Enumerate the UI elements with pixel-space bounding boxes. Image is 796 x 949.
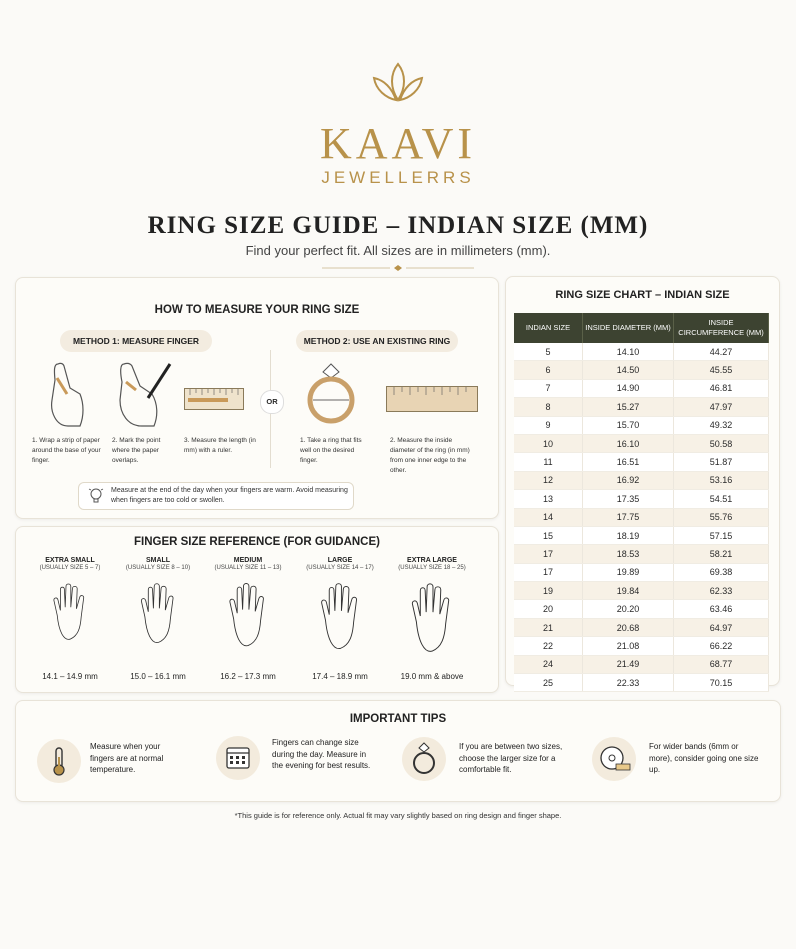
cell-indian-size: 19 [514,582,583,600]
cell-inside-circumference: 70.15 [674,674,769,692]
cell-inside-diameter: 21.08 [583,637,674,655]
hand-icon [46,579,94,645]
table-row [514,655,769,673]
cell-indian-size: 14 [514,508,583,526]
cell-inside-diameter: 20.68 [583,618,674,636]
cell-inside-diameter: 17.35 [583,490,674,508]
cell-inside-circumference: 51.87 [674,453,769,471]
cell-inside-circumference: 57.15 [674,526,769,544]
table-row [514,490,769,508]
finger-size-range: 15.0 – 16.1 mm [130,672,186,681]
method1-label: METHOD 1: MEASURE FINGER [60,330,212,352]
finger-size-sub: (USUALLY SIZE 11 – 13) [214,565,282,571]
finger-size-sub: (USUALLY SIZE 8 – 10) [125,565,191,571]
tip-text-2: Fingers can change size during the day. Measure in the evening for best results. [272,738,371,770]
table-row [514,343,769,361]
table-row [514,434,769,452]
cell-inside-circumference: 44.27 [674,343,769,361]
cell-inside-circumference: 53.16 [674,471,769,489]
table-row [514,618,769,636]
cell-inside-circumference: 63.46 [674,600,769,618]
measure-title: HOW TO MEASURE YOUR RING SIZE [154,304,360,316]
finger-size-sub: (USUALLY SIZE 5 – 7) [39,565,101,571]
cell-inside-diameter: 17.75 [583,508,674,526]
thermometer-icon [37,739,81,783]
cell-inside-diameter: 16.92 [583,471,674,489]
step-2: 2. Mark the point where the paper overlaps. [112,437,161,464]
table-row [514,453,769,471]
tip-text-1: Measure when your fingers are at normal temperature. [90,742,164,774]
brand-name: KAAVI [319,119,477,168]
col-inside-diameter: INSIDE DIAMETER (MM) [583,313,674,343]
tip-text-4: For wider bands (6mm or more), consider going one size up. [649,742,759,774]
lightbulb-icon [88,487,104,505]
cell-indian-size: 7 [514,379,583,397]
finger-size-range: 16.2 – 17.3 mm [220,672,276,681]
ruler-icon [184,388,244,410]
tip-icon-bg-3 [402,737,446,781]
finger-size-label: SMALL [145,557,171,564]
cell-inside-circumference: 45.55 [674,361,769,379]
step-5: 2. Measure the inside diameter of the ring (in mm) from one inner edge to the other. [390,437,470,474]
hand-icon [221,579,275,651]
cell-indian-size: 15 [514,526,583,544]
measuring-tape-icon [592,737,636,781]
cell-indian-size: 25 [514,674,583,692]
cell-inside-circumference: 49.32 [674,416,769,434]
chart-title: RING SIZE CHART – INDIAN SIZE [555,289,730,301]
brand-subtitle: JEWELLERRS [321,168,475,187]
finger-size-range: 17.4 – 18.9 mm [312,672,368,681]
finger-size-range: 14.1 – 14.9 mm [42,672,98,681]
cell-indian-size: 12 [514,471,583,489]
finger-size-item [202,557,294,687]
cell-inside-diameter: 14.90 [583,379,674,397]
table-row [514,508,769,526]
cell-inside-circumference: 55.76 [674,508,769,526]
tip-text-3: If you are between two sizes, choose the larger size for a comfortable fit. [459,742,563,774]
calendar-icon [216,736,260,780]
cell-inside-diameter: 18.53 [583,545,674,563]
ring-icon [402,737,446,781]
table-row [514,545,769,563]
footnote: *This guide is for reference only. Actual fit may vary slightly based on ring design and finger shape. [234,811,562,820]
col-indian-size: INDIAN SIZE [514,313,583,343]
table-row [514,637,769,655]
cell-inside-circumference: 62.33 [674,582,769,600]
step-3: 3. Measure the length (in mm) with a ruler. [184,437,256,454]
table-row [514,471,769,489]
ring-size-table [514,313,769,692]
table-row [514,600,769,618]
cell-inside-diameter: 16.10 [583,434,674,452]
cell-inside-circumference: 47.97 [674,398,769,416]
cell-inside-diameter: 14.10 [583,343,674,361]
cell-inside-circumference: 66.22 [674,637,769,655]
cell-inside-circumference: 54.51 [674,490,769,508]
finger-size-item [386,557,478,687]
ornament-divider [322,265,474,271]
cell-inside-circumference: 46.81 [674,379,769,397]
cell-inside-diameter: 14.50 [583,361,674,379]
cell-indian-size: 24 [514,655,583,673]
cell-inside-circumference: 64.97 [674,618,769,636]
finger-size-label: MEDIUM [233,557,263,564]
cell-inside-diameter: 21.49 [583,655,674,673]
finger-size-item [294,557,386,687]
finger-size-item [24,557,116,687]
cell-inside-circumference: 58.21 [674,545,769,563]
finger-title: FINGER SIZE REFERENCE (FOR GUIDANCE) [134,536,380,548]
cell-indian-size: 10 [514,434,583,452]
tip-icon-bg-4 [592,737,636,781]
cell-indian-size: 17 [514,563,583,581]
finger-size-label: EXTRA LARGE [407,557,457,564]
ring-icon [305,362,357,424]
table-row [514,361,769,379]
tips-title: IMPORTANT TIPS [349,713,447,725]
cell-indian-size: 8 [514,398,583,416]
or-badge: OR [260,390,284,414]
table-row [514,674,769,692]
table-row [514,526,769,544]
cell-inside-diameter: 15.27 [583,398,674,416]
hand-icon [133,579,184,648]
table-row [514,379,769,397]
cell-inside-diameter: 16.51 [583,453,674,471]
cell-indian-size: 6 [514,361,583,379]
lotus-logo-icon [368,60,428,110]
step-4: 1. Take a ring that fits well on the desired finger. [300,437,362,464]
mark-pen-icon [114,360,176,430]
tip-icon-bg-1 [37,739,81,783]
finger-size-label: LARGE [327,557,353,564]
table-header [514,313,769,343]
cell-indian-size: 11 [514,453,583,471]
cell-inside-diameter: 22.33 [583,674,674,692]
cell-inside-diameter: 20.20 [583,600,674,618]
table-row [514,398,769,416]
cell-inside-diameter: 19.89 [583,563,674,581]
tip-icon-bg-2 [216,736,260,780]
cell-indian-size: 13 [514,490,583,508]
table-row [514,563,769,581]
page-subtitle: Find your perfect fit. All sizes are in millimeters (mm). [245,243,551,258]
finger-size-sub: (USUALLY SIZE 14 – 17) [306,565,374,571]
finger-size-label: EXTRA SMALL [45,557,95,564]
col-inside-circumference: INSIDE CIRCUMFERENCE (MM) [674,313,769,343]
cell-inside-circumference: 68.77 [674,655,769,673]
note-text: Measure at the end of the day when your fingers are warm. Avoid measuring when fingers are too cold or swollen. [111,487,348,504]
diameter-ruler-icon [386,386,478,412]
finger-wrap-icon [40,360,90,430]
finger-size-range: 19.0 mm & above [400,672,464,681]
page-title: RING SIZE GUIDE – INDIAN SIZE (MM) [147,212,649,239]
cell-inside-diameter: 19.84 [583,582,674,600]
cell-indian-size: 20 [514,600,583,618]
step-1: 1. Wrap a strip of paper around the base of your finger. [32,437,101,464]
cell-inside-circumference: 69.38 [674,563,769,581]
hand-icon [402,579,462,657]
cell-indian-size: 21 [514,618,583,636]
cell-inside-circumference: 50.58 [674,434,769,452]
cell-inside-diameter: 15.70 [583,416,674,434]
finger-size-sub: (USUALLY SIZE 18 – 25) [398,565,466,571]
finger-size-item [112,557,204,687]
cell-indian-size: 17 [514,545,583,563]
hand-icon [312,579,369,654]
cell-indian-size: 22 [514,637,583,655]
method2-label: METHOD 2: USE AN EXISTING RING [296,330,458,352]
measure-tip-note [78,482,354,510]
table-row [514,582,769,600]
cell-inside-diameter: 18.19 [583,526,674,544]
table-row [514,416,769,434]
cell-indian-size: 5 [514,343,583,361]
cell-indian-size: 9 [514,416,583,434]
